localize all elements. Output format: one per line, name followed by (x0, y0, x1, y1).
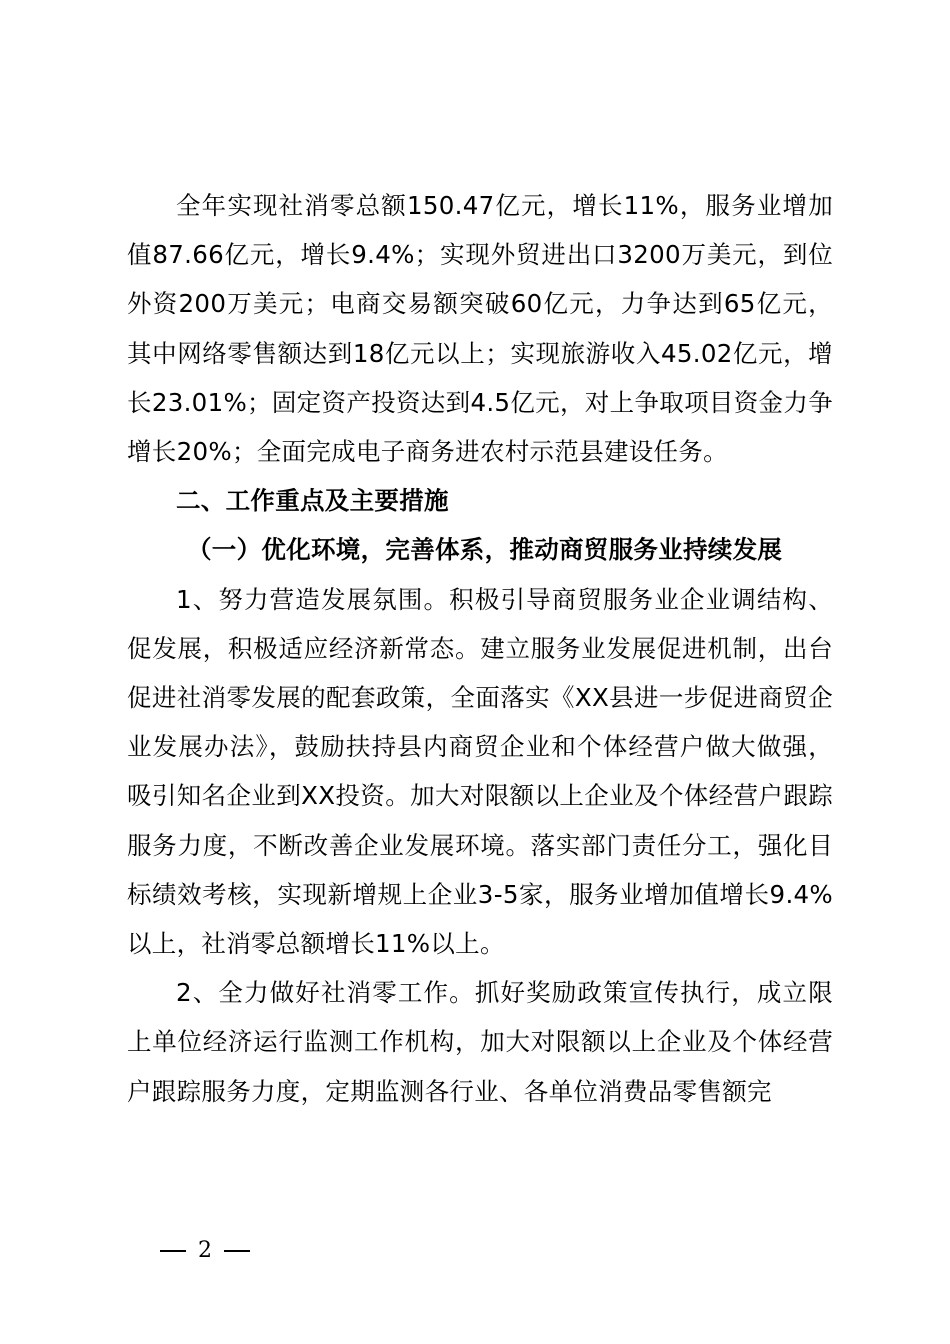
paragraph-measure-1: 1、努力营造发展氛围。积极引导商贸服务业企业调结构、促发展，积极适应经济新常态。建立服务业发展促进机制，出台促进社消零发展的配套政策，全面落实《XX县进一步促进商贸企业发展办法》，鼓励扶持县内商贸企业和个体经营户做大做强，吸引知名企业到XX投资。加大对限额以上企业及个体经营户跟踪服务力度，不断改善企业发展环境。落实部门责任分工，强化目标绩效考核，实现新增规上企业3-5家，服务业增加值增长9.4%以上，社消零总额增长11%以上。 (127, 584, 833, 959)
paragraph-measure-2: 2、全力做好社消零工作。抓好奖励政策宣传执行，成立限上单位经济运行监测工作机构，加大对限额以上企业及个体经营户跟踪服务力度，定期监测各行业、各单位消费品零售额完 (127, 978, 833, 1106)
section-heading: 二、工作重点及主要措施 (176, 486, 449, 516)
footer-left-dash (160, 1250, 186, 1251)
page-number: 2 (198, 1238, 212, 1263)
page-footer (160, 1236, 250, 1266)
document-body (127, 181, 833, 1116)
footer-right-dash (224, 1250, 250, 1251)
subsection-heading: （一）优化环境，完善体系，推动商贸服务业持续发展 (187, 535, 783, 565)
paragraph-targets: 全年实现社消零总额150.47亿元，增长11%，服务业增加值87.66亿元，增长9.4%；实现外贸进出口3200万美元，到位外资200万美元；电商交易额突破60亿元，力争达到65亿元，其中网络零售额达到18亿元以上；实现旅游收入45.02亿元，增长23.01%；固定资产投资达到4.5亿元，对上争取项目资金力争增长20%；全面完成电子商务进农村示范县建设任务。 (127, 191, 833, 467)
